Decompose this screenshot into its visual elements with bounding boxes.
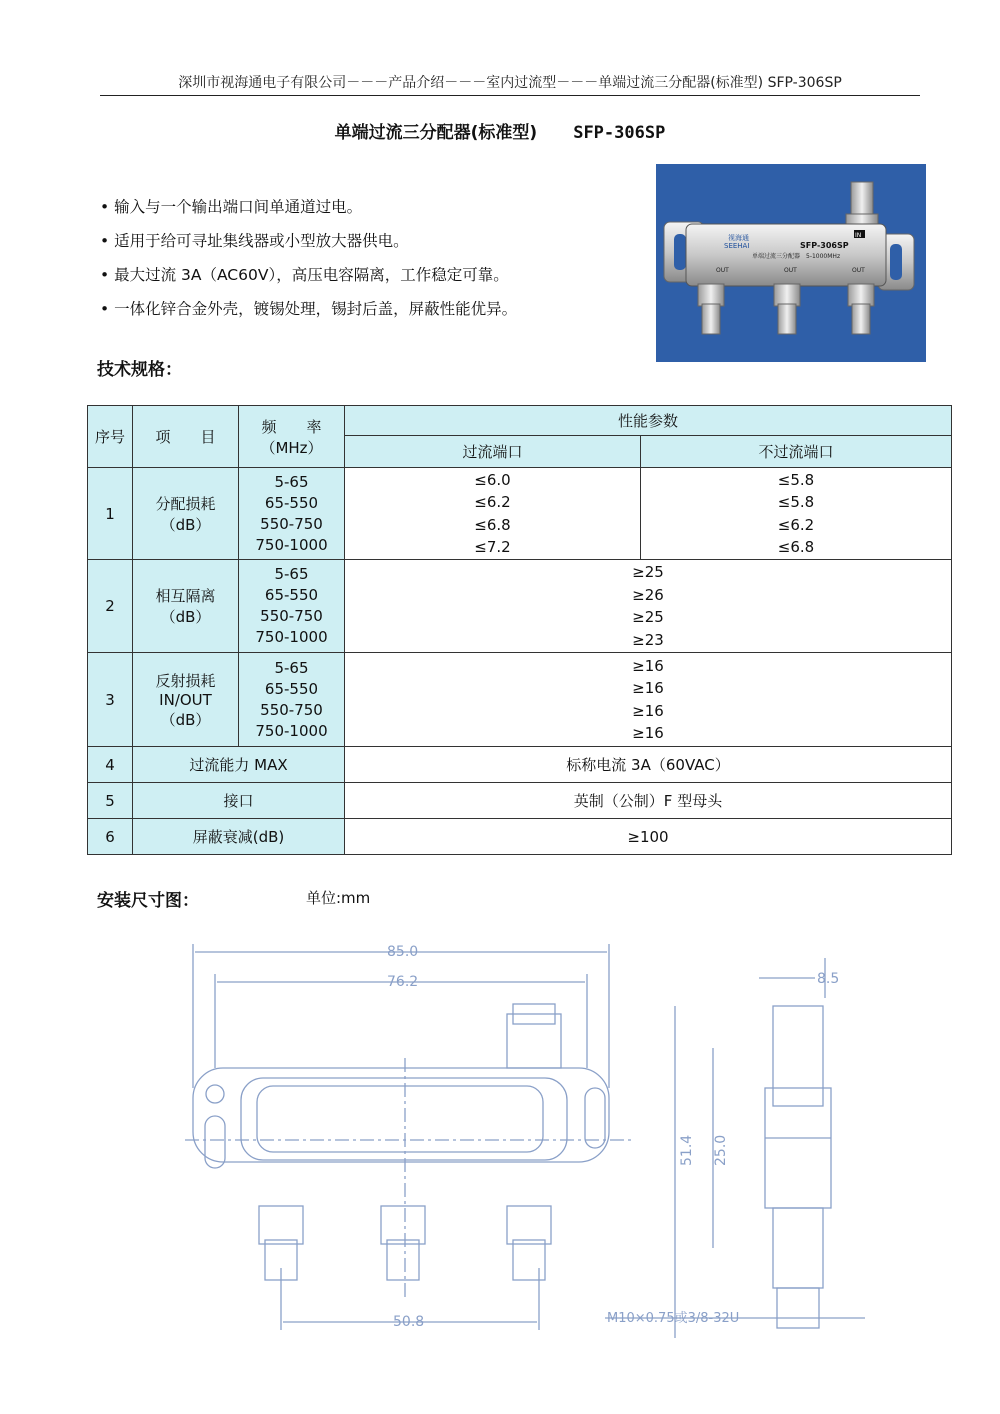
unit-label: 单位:mm (306, 889, 371, 907)
row-item (133, 560, 239, 653)
photo-name: 单端过流三分配器 (752, 253, 801, 260)
row-no: 3 (88, 653, 133, 747)
product-name: 单端过流三分配器(标准型) (334, 123, 538, 143)
table-row (88, 468, 952, 560)
freq-value: 750-1000 (255, 721, 328, 740)
item-label-2: IN/OUT (159, 690, 212, 709)
feature-item: • 输入与一个输出端口间单通道过电。 (100, 198, 363, 216)
feature-item: • 适用于给可寻址集线器或小型放大器供电。 (100, 232, 409, 250)
header-pass-port: 过流端口 (345, 436, 641, 468)
freq-value: 65-550 (264, 493, 319, 512)
value-cell: 标称电流 3A（60VAC） (345, 747, 952, 783)
dim-port-spacing: 50.8 (393, 1314, 425, 1330)
item-unit: （dB） (160, 710, 211, 729)
value-cell: ≤6.0 (474, 470, 511, 489)
header-freq (239, 406, 345, 468)
value-cell: ≥25 (632, 608, 664, 626)
table-row (88, 819, 952, 855)
row-item (133, 653, 239, 747)
spec-table (87, 405, 952, 855)
row-item: 接口 (133, 783, 345, 819)
pass-values (345, 468, 641, 560)
feature-item: • 最大过流 3A（AC60V），高压电容隔离，工作稳定可靠。 (100, 266, 509, 284)
freq-value: 65-550 (264, 679, 319, 698)
freq-value: 5-65 (274, 472, 309, 491)
photo-port-out: OUT (852, 267, 865, 274)
value-cell: ≤6.2 (474, 493, 511, 511)
photo-port-in: IN (855, 232, 862, 239)
value-cell: ≥100 (345, 819, 952, 855)
photo-freq: 5-1000MHz (806, 253, 841, 260)
freq-list (239, 560, 345, 653)
product-photo (656, 164, 926, 362)
row-no: 5 (88, 783, 133, 819)
freq-value: 750-1000 (255, 628, 328, 646)
feature-list (100, 190, 517, 326)
freq-value: 5-65 (274, 658, 309, 677)
photo-model: SFP-306SP (800, 241, 849, 250)
row-no: 1 (88, 468, 133, 560)
page-header: 深圳市视海通电子有限公司－－－产品介绍－－－室内过流型－－－单端过流三分配器(标准型) SFP-306SP (178, 75, 842, 91)
photo-brand-cn: 视海通 (728, 234, 749, 242)
dim-height: 51.4 (679, 1134, 695, 1166)
header-perf: 性能参数 (345, 406, 952, 436)
value-cell: ≥23 (632, 630, 664, 649)
header-freq-label: 频 率 (261, 417, 322, 436)
value-cell: ≥16 (632, 656, 664, 675)
item-label: 分配损耗 (155, 494, 216, 513)
item-unit: （dB） (160, 515, 211, 534)
header-divider (100, 95, 920, 96)
value-cell: ≤5.8 (777, 493, 815, 511)
freq-value: 750-1000 (255, 535, 328, 554)
product-model: SFP-306SP (573, 123, 666, 143)
dim-thread: M10×0.75或3/8-32U (607, 1311, 740, 1326)
merged-values (345, 653, 952, 747)
value-cell: 英制（公制）F 型母头 (345, 783, 952, 819)
freq-list (239, 653, 345, 747)
header-freq-unit: （MHz） (260, 438, 323, 457)
product-title (0, 118, 1000, 143)
value-cell: ≤6.2 (777, 515, 815, 534)
photo-brand-en: SEEHAI (724, 242, 750, 250)
value-cell: ≤6.8 (777, 538, 815, 556)
value-cell: ≥25 (632, 563, 664, 581)
header-item: 项 目 (133, 406, 239, 468)
row-no: 2 (88, 560, 133, 653)
freq-value: 5-65 (274, 565, 309, 583)
table-row (88, 747, 952, 783)
row-item: 过流能力 MAX (133, 747, 345, 783)
table-row (88, 653, 952, 747)
dimension-drawing (165, 918, 865, 1402)
value-cell: ≥16 (632, 701, 664, 720)
dim-mount-length: 76.2 (387, 974, 419, 990)
row-no: 4 (88, 747, 133, 783)
merged-values (345, 560, 952, 653)
item-label: 相互隔离 (155, 587, 216, 605)
value-cell: ≥16 (632, 724, 664, 742)
row-item (133, 468, 239, 560)
value-cell: ≥26 (632, 585, 664, 604)
freq-list (239, 468, 345, 560)
photo-port-out: OUT (716, 267, 729, 274)
table-row (88, 560, 952, 653)
spec-title: 技术规格： (97, 360, 182, 380)
header-no: 序号 (88, 406, 133, 468)
value-cell: ≤5.8 (777, 470, 815, 489)
item-unit: （dB） (160, 608, 211, 626)
feature-item: • 一体化锌合金外壳，镀锡处理，锡封后盖，屏蔽性能优异。 (100, 300, 518, 318)
freq-value: 550-750 (260, 700, 323, 719)
value-cell: ≤7.2 (474, 538, 511, 556)
value-cell: ≤6.8 (474, 515, 511, 534)
freq-value: 550-750 (260, 514, 323, 533)
freq-value: 550-750 (260, 607, 323, 625)
row-item: 屏蔽衰减(dB) (133, 819, 345, 855)
dim-port-width: 8.5 (817, 971, 840, 987)
install-title: 安装尺寸图： (97, 891, 199, 911)
freq-value: 65-550 (264, 586, 319, 604)
dim-overall-length: 85.0 (387, 944, 419, 960)
dim-body-height: 25.0 (713, 1134, 729, 1166)
header-nopass-port: 不过流端口 (641, 436, 952, 468)
nopass-values (641, 468, 952, 560)
value-cell: ≥16 (632, 679, 664, 697)
item-label: 反射损耗 (155, 671, 216, 690)
table-row (88, 783, 952, 819)
photo-port-out: OUT (784, 267, 797, 274)
row-no: 6 (88, 819, 133, 855)
